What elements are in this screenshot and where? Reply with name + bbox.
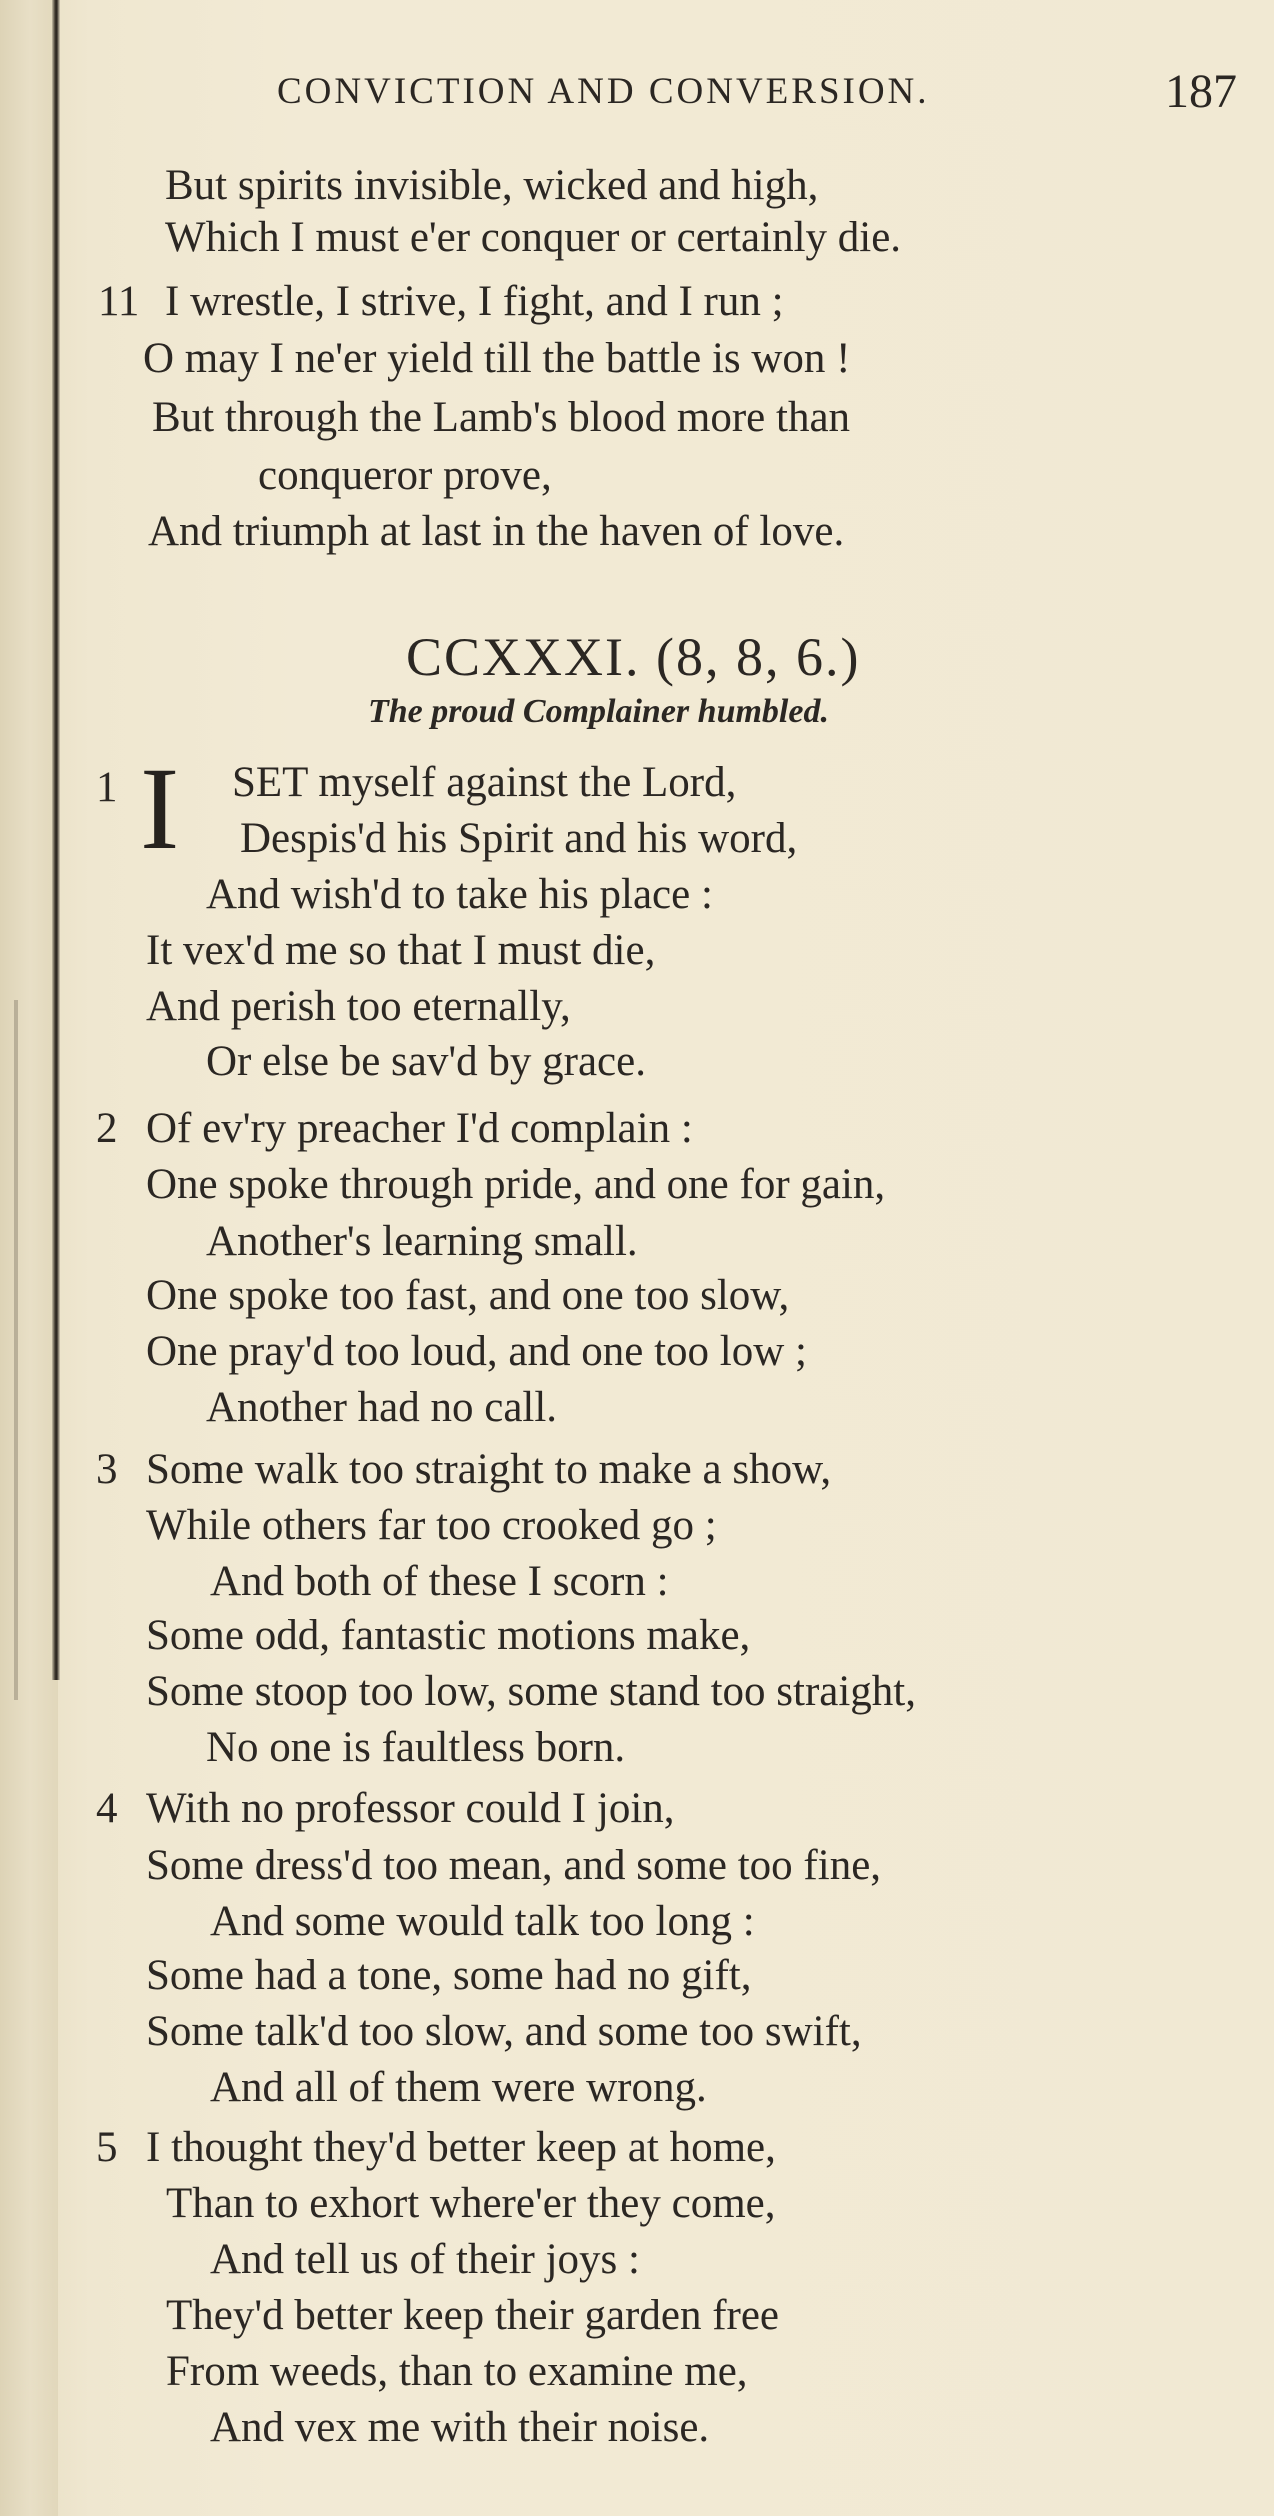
- verse-line: But spirits invisible, wicked and high,: [165, 162, 819, 209]
- verse-line: Some dress'd too mean, and some too fine,: [146, 1842, 882, 1889]
- verse-line: But through the Lamb's blood more than: [152, 394, 851, 441]
- verse-line: Some odd, fantastic motions make,: [146, 1612, 751, 1659]
- verse-line: It vex'd me so that I must die,: [146, 927, 656, 974]
- verse-line: And all of them were wrong.: [210, 2064, 707, 2111]
- verse-line: Another's learning small.: [206, 1218, 638, 1265]
- page-number: 187: [1165, 65, 1237, 118]
- verse-line: I thought they'd better keep at home,: [146, 2124, 776, 2171]
- verse-line: While others far too crooked go ;: [146, 1502, 717, 1549]
- verse-line: And tell us of their joys :: [210, 2236, 640, 2283]
- header-title: CONVICTION AND CONVERSION.: [277, 71, 930, 112]
- verse-line: From weeds, than to examine me,: [166, 2348, 748, 2395]
- verse-line: One spoke too fast, and one too slow,: [146, 1272, 790, 1319]
- verse-line: They'd better keep their garden free: [166, 2292, 780, 2339]
- verse-line: One pray'd too loud, and one too low ;: [146, 1328, 807, 1375]
- verse-line: And both of these I scorn :: [210, 1558, 669, 1605]
- verse-line: Some stoop too low, some stand too straight,: [146, 1668, 916, 1715]
- verse-line: Than to exhort where'er they come,: [166, 2180, 776, 2227]
- verse-line: Some talk'd too slow, and some too swift,: [146, 2008, 862, 2055]
- verse-line: No one is faultless born.: [206, 1724, 626, 1771]
- hymn-title: CCXXXI. (8, 8, 6.): [406, 627, 861, 687]
- page-gutter: [0, 0, 58, 2516]
- stanza-number: 2: [96, 1105, 118, 1152]
- binding-shadow: [52, 0, 60, 1680]
- stanza-number: 3: [96, 1446, 118, 1493]
- verse-line: And wish'd to take his place :: [206, 871, 713, 918]
- verse-line: Another had no call.: [206, 1384, 558, 1431]
- verse-line: And some would talk too long :: [210, 1898, 755, 1945]
- verse-line: I wrestle, I strive, I fight, and I run ;: [165, 278, 784, 325]
- stanza-number: 4: [96, 1785, 118, 1832]
- verse-line: O may I ne'er yield till the battle is won !: [143, 335, 851, 382]
- running-header: [0, 65, 1274, 120]
- verse-line: Of ev'ry preacher I'd complain :: [146, 1105, 693, 1152]
- verse-line: Despis'd his Spirit and his word,: [240, 815, 798, 862]
- verse-line: One spoke through pride, and one for gain,: [146, 1161, 886, 1208]
- stanza-number: 5: [96, 2124, 118, 2171]
- hymn-subtitle: The proud Complainer humbled.: [368, 693, 829, 730]
- verse-line: SET myself against the Lord,: [232, 759, 737, 806]
- drop-cap: I: [140, 743, 180, 874]
- verse-line: And triumph at last in the haven of love.: [148, 508, 845, 555]
- stanza-number: 1: [96, 764, 118, 811]
- verse-line: With no professor could I join,: [146, 1785, 675, 1832]
- verse-line: And vex me with their noise.: [210, 2404, 710, 2451]
- verse-line: Which I must e'er conquer or certainly die.: [165, 214, 902, 261]
- binding-edge: [14, 1000, 18, 1700]
- verse-line: Some walk too straight to make a show,: [146, 1446, 832, 1493]
- verse-line: Or else be sav'd by grace.: [206, 1038, 646, 1085]
- verse-line: conqueror prove,: [258, 452, 552, 499]
- stanza-number: 11: [98, 278, 140, 325]
- verse-line: Some had a tone, some had no gift,: [146, 1952, 752, 1999]
- verse-line: And perish too eternally,: [146, 983, 571, 1030]
